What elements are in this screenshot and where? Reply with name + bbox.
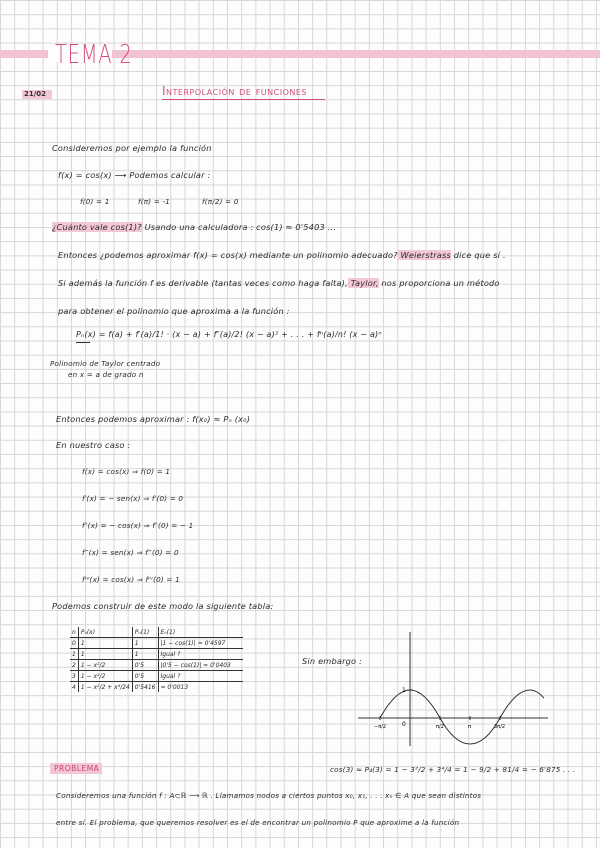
note-taylor-1: Polinomio de Taylor centrado <box>50 359 161 368</box>
text-line-5 <box>58 278 500 288</box>
value-fpi2: f(π/2) = 0 <box>202 197 239 206</box>
taylor-formula: Pₙ(x) = f(a) + f′(a)/1! · (x − a) + f″(a)/2! (x − a)² + . . . + fⁿ(a)/n! (x − a)ⁿ <box>76 330 382 339</box>
table-header: n <box>70 627 78 638</box>
table-cell: 4 <box>70 682 78 693</box>
text-line-7: Entonces podemos aproximar : f(x₀) ≈ Pₙ (x₀) <box>56 414 251 424</box>
table-header-row <box>70 627 243 638</box>
cosine-graph <box>352 628 552 748</box>
taylor-table <box>70 627 243 692</box>
question-highlight: ¿Cuánto vale cos(1)? <box>52 222 142 232</box>
table-cell: 0'5 <box>132 671 158 682</box>
table-cell: 1 <box>70 649 78 660</box>
table-cell: 1 <box>132 638 158 649</box>
text-line-6: para obtener el polinomio que aproxima a la función : <box>58 306 290 316</box>
table-row <box>70 682 243 693</box>
problem-line-1: Consideremos una función f : A⊂ℝ ⟶ ℝ . Llamamos nodos a ciertos puntos x₀, x₁, . . . xₙ ∈ A que sean distintos <box>56 791 482 800</box>
text-line-4c: dice que sí . <box>450 250 506 260</box>
graph-label-0: 0 <box>402 721 406 728</box>
text-line-4 <box>58 250 506 260</box>
text-line-5a: Si además la función f es derivable (tantas veces como haga falta), <box>58 278 348 288</box>
table-row <box>70 671 243 682</box>
weierstrass-highlight: Weierstrass <box>397 250 451 260</box>
derivative-1: f′(x) = − sen(x) ⇒ f′(0) = 0 <box>82 494 184 503</box>
graph-label-1: 1 <box>402 687 406 694</box>
question-rest: Usando una calculadora : cos(1) ≈ 0'5403 ... <box>141 222 337 232</box>
graph-label-pi: π <box>468 724 472 730</box>
table-cell: |1 − cos(1)| ≈ 0'4597 <box>158 638 243 649</box>
problem-line-2: entre sí. El problema, que queremos resolver es el de encontrar un polinomio P que aproxime a la función <box>56 818 460 827</box>
problem-calculation: cos(3) ≈ P₄(3) = 1 − 3²/2 + 3⁴/4 = 1 − 9/2 + 81/4 = − 6'875 . . . <box>330 765 576 774</box>
value-f0: f(0) = 1 <box>80 197 110 206</box>
table-header: Pₙ(x) <box>78 627 132 638</box>
graph-label-pi2: π/2 <box>436 724 444 730</box>
text-line-9: Podemos construir de este modo la siguiente tabla: <box>52 601 274 611</box>
table-cell: ≈ 0'0013 <box>158 682 243 693</box>
graph-label-3pi2: 3π/2 <box>494 724 506 730</box>
table-cell: Igual ? <box>158 649 243 660</box>
table-cell: 1 − x²/2 + x⁴/24 <box>78 682 132 693</box>
derivative-3: f‴(x) = sen(x) ⇒ f‴(0) = 0 <box>82 548 179 557</box>
table-cell: 0'5416 <box>132 682 158 693</box>
text-line-1: Consideremos por ejemplo la función <box>52 143 212 153</box>
text-question <box>52 222 336 232</box>
table-cell: |0'5 − cos(1)| ≈ 0'0403 <box>158 660 243 671</box>
table-row <box>70 638 243 649</box>
table-header: Eₙ(1) <box>158 627 243 638</box>
table-row <box>70 660 243 671</box>
text-line-4a: Entonces ¿podemos aproximar f(x) = cos(x) mediante un polinomio adecuado? <box>58 250 398 260</box>
table-cell: 2 <box>70 660 78 671</box>
page-subtitle: Interpolación de funciones <box>162 84 307 98</box>
text-line-2: f(x) = cos(x) ⟶ Podemos calcular : <box>58 170 211 180</box>
derivative-0: f(x) = cos(x) ⇒ f(0) = 1 <box>82 467 171 476</box>
problem-label: PROBLEMA <box>54 764 100 773</box>
table-cell: 1 <box>78 638 132 649</box>
table-cell: 3 <box>70 671 78 682</box>
table-cell: Igual ? <box>158 671 243 682</box>
derivative-4: fᴵⱽ(x) = cos(x) ⇒ fᴵⱽ(0) = 1 <box>82 575 180 584</box>
graph-label-mpi2: −π/2 <box>374 724 387 730</box>
table-cell: 0 <box>70 638 78 649</box>
subtitle-underline <box>162 99 325 100</box>
derivative-2: f″(x) = − cos(x) ⇒ f″(0) = − 1 <box>82 521 194 530</box>
cosine-curve <box>380 690 544 744</box>
table-cell: 1 <box>78 649 132 660</box>
table-header: Pₙ(1) <box>132 627 158 638</box>
table-cell: 1 <box>132 649 158 660</box>
table-cell: 0'5 <box>132 660 158 671</box>
page-title: TEMA 2 <box>55 40 133 70</box>
text-line-5c: nos proporciona un método <box>378 278 500 288</box>
text-line-8: En nuestro caso : <box>56 440 131 450</box>
date-label: 21/02 <box>24 90 47 98</box>
taylor-highlight: Taylor, <box>347 278 379 288</box>
table-row <box>70 649 243 660</box>
table-cell: 1 − x²/2 <box>78 660 132 671</box>
table-cell: 1 − x²/2 <box>78 671 132 682</box>
formula-underline <box>76 342 90 343</box>
sin-embargo-label: Sin embargo : <box>302 656 363 666</box>
note-taylor-2: en x = a de grado n <box>68 370 144 379</box>
value-fpi: f(π) = -1 <box>138 197 171 206</box>
